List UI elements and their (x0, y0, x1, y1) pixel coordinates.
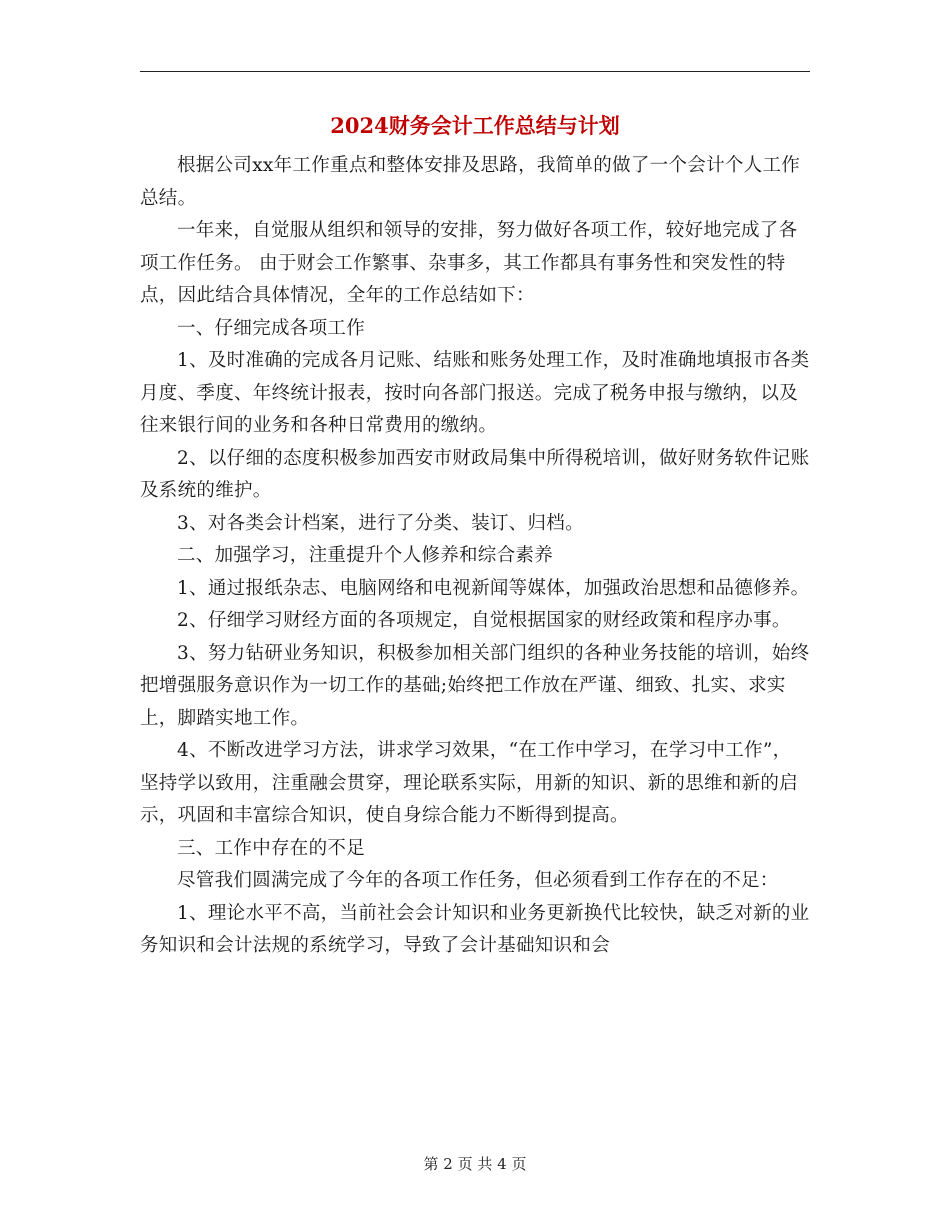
section-heading-2: 二、加强学习，注重提升个人修养和综合素养 (177, 545, 554, 566)
header-rule (140, 71, 810, 72)
paragraph-intro: 根据公司xx年工作重点和整体安排及思路，我简单的做了一个会计个人工作总结。 (140, 155, 801, 209)
paragraph-2-4: 4、不断改进学习方法，讲求学习效果，“在工作中学习，在学习中工作”，坚持学以致用，注重融会贯穿，理论联系实际，用新的知识、新的思维和新的启示，巩固和丰富综合知识，使自身综合能力不断得到提高。 (140, 740, 799, 826)
paragraph-1-2: 2、以仔细的态度积极参加西安市财政局集中所得税培训，做好财务软件记账及系统的维护。 (140, 447, 810, 501)
page-number-footer: 第 2 页 共 4 页 (423, 1155, 527, 1173)
section-heading-1: 一、仔细完成各项工作 (177, 317, 366, 339)
document-body (140, 150, 810, 963)
paragraph-2-1: 1、通过报纸杂志、电脑网络和电视新闻等媒体，加强政治思想和品德修养。 (177, 577, 810, 599)
paragraph-3-1: 1、理论水平不高，当前社会会计知识和业务更新换代比较快，缺乏对新的业务知识和会计法规的系统学习，导致了会计基础知识和会 (140, 902, 810, 956)
paragraph-1-1: 1、及时准确的完成各月记账、结账和账务处理工作，及时准确地填报市各类月度、季度、年终统计报表，按时向各部门报送。完成了税务申报与缴纳，以及往来银行间的业务和各种日常费用的缴纳。 (140, 350, 810, 436)
document-title: 2024财务会计工作总结与计划 (330, 113, 620, 138)
paragraph-2-3: 3、努力钻研业务知识，积极参加相关部门组织的各种业务技能的培训，始终把增强服务意识作为一切工作的基础;始终把工作放在严谨、细致、扎实、求实上，脚踏实地工作。 (140, 642, 810, 729)
paragraph-2-2: 2、仔细学习财经方面的各项规定，自觉根据国家的财经政策和程序办事。 (177, 610, 791, 631)
paragraph-1-3: 3、对各类会计档案，进行了分类、装订、归档。 (177, 512, 584, 534)
paragraph-3-intro: 尽管我们圆满完成了今年的各项工作任务，但必须看到工作存在的不足： (177, 870, 779, 891)
section-heading-3: 三、工作中存在的不足 (177, 837, 366, 859)
paragraph-overview: 一年来，自觉服从组织和领导的安排，努力做好各项工作，较好地完成了各项工作任务。 由于财会工作繁事、杂事多，其工作都具有事务性和突发性的特点，因此结合具体情况，全年的工作总结如下： (140, 220, 798, 306)
